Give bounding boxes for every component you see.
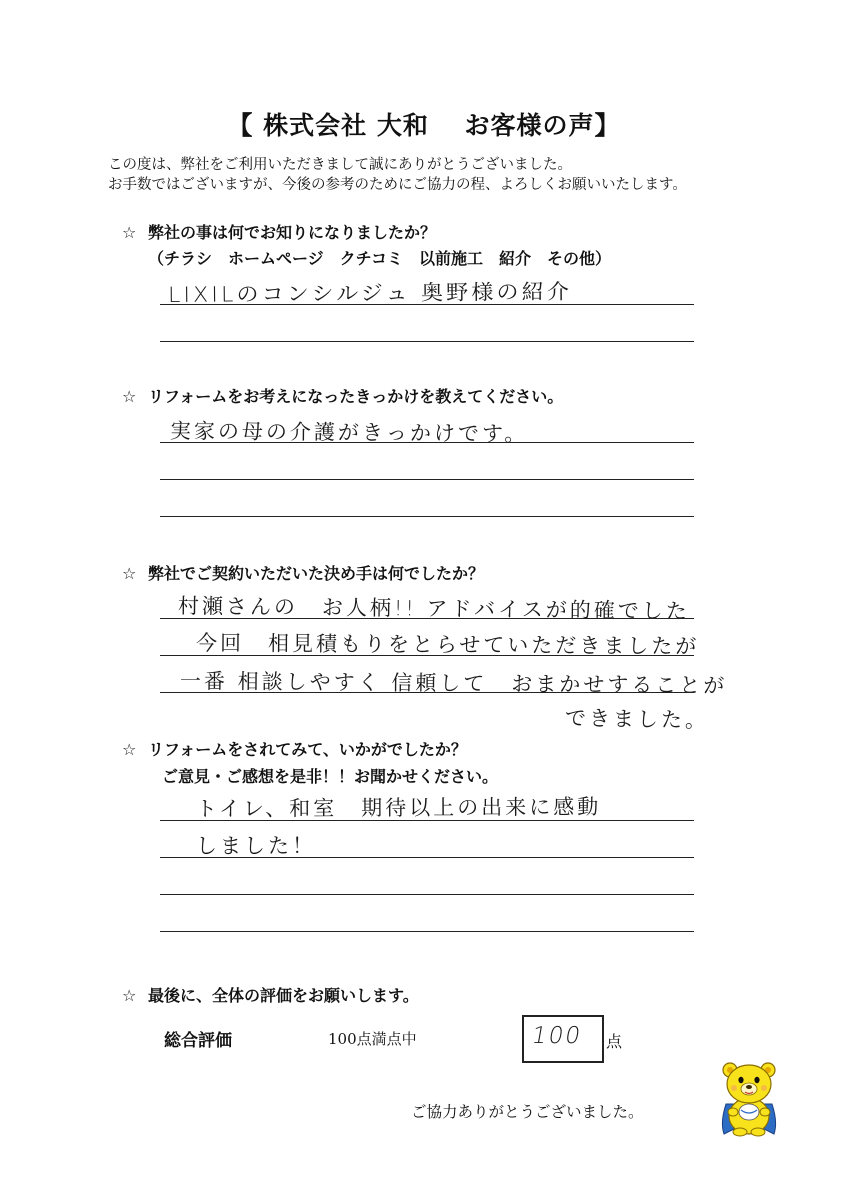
answer-3-line-3: 一番 相談しやすく 信頼して おまかせすることが: [179, 669, 728, 698]
bear-mascot-icon: [716, 1060, 782, 1138]
question-3: [122, 561, 484, 584]
answer-3-line-4: できました。: [564, 706, 710, 733]
question-5-text: 最後に、全体の評価をお願いします。: [148, 986, 419, 1005]
rating-label: 総合評価: [164, 1031, 232, 1051]
answer-line: [160, 516, 694, 517]
answer-line: [160, 820, 694, 821]
question-2-text: リフォームをお考えになったきっかけを教えてください。: [148, 387, 564, 406]
answer-3-line-2: 今回 相見積もりをとらせていただきましたが: [195, 631, 700, 659]
question-1-text: 弊社の事は何でお知りになりましたか？: [148, 223, 437, 242]
question-5: [122, 983, 419, 1006]
question-2: [122, 384, 563, 407]
intro-text-line2: お手数ではございますが、今後の参考のためにご協力の程、よろしくお願いいたします。: [108, 177, 687, 193]
question-1: [122, 220, 436, 243]
question-4: [122, 737, 467, 760]
answer-4-line-1: トイレ、和室 期待以上の出来に感動: [195, 794, 602, 821]
thanks-text: ご協力ありがとうございました。: [411, 1103, 644, 1121]
answer-3-line-1: 村瀬さんの お人柄!! アドバイスが的確でした: [177, 594, 690, 624]
answer-line: [160, 304, 694, 305]
answer-line: [160, 857, 694, 858]
score-value: 100: [529, 1023, 585, 1049]
answer-4-line-2: しました！: [196, 834, 316, 858]
answer-2-line-1: 実家の母の介護がきっかけです。: [169, 419, 529, 447]
answer-line: [160, 692, 694, 693]
intro-text-line1: この度は、弊社をご利用いただきまして誠にありがとうございました。: [108, 157, 572, 173]
question-3-text: 弊社でご契約いただいた決め手は何でしたか？: [148, 564, 485, 583]
star-icon: ☆: [122, 223, 137, 242]
score-unit: 点: [606, 1032, 623, 1051]
question-4-line2: ご意見・ご感想を是非！！お聞かせください。: [162, 767, 499, 786]
star-icon: ☆: [122, 564, 137, 583]
star-icon: ☆: [122, 740, 137, 759]
star-icon: ☆: [122, 387, 137, 406]
page-title: 【 株式会社 大和 お客様の声】: [227, 111, 621, 140]
rating-description: 100点満点中: [328, 1030, 417, 1048]
question-1-options: （チラシ ホームページ クチコミ 以前施工 紹介 その他）: [148, 249, 612, 268]
answer-line: [160, 894, 694, 895]
answer-line: [160, 655, 694, 656]
answer-1-line-1: LIXILのコンシルジュ 奥野様の紹介: [167, 279, 573, 307]
answer-line: [160, 442, 694, 443]
answer-line: [160, 479, 694, 480]
answer-line: [160, 618, 694, 619]
star-icon: ☆: [122, 986, 137, 1005]
answer-line: [160, 341, 694, 342]
answer-line: [160, 931, 694, 932]
question-4-text: リフォームをされてみて、いかがでしたか？: [148, 740, 467, 759]
